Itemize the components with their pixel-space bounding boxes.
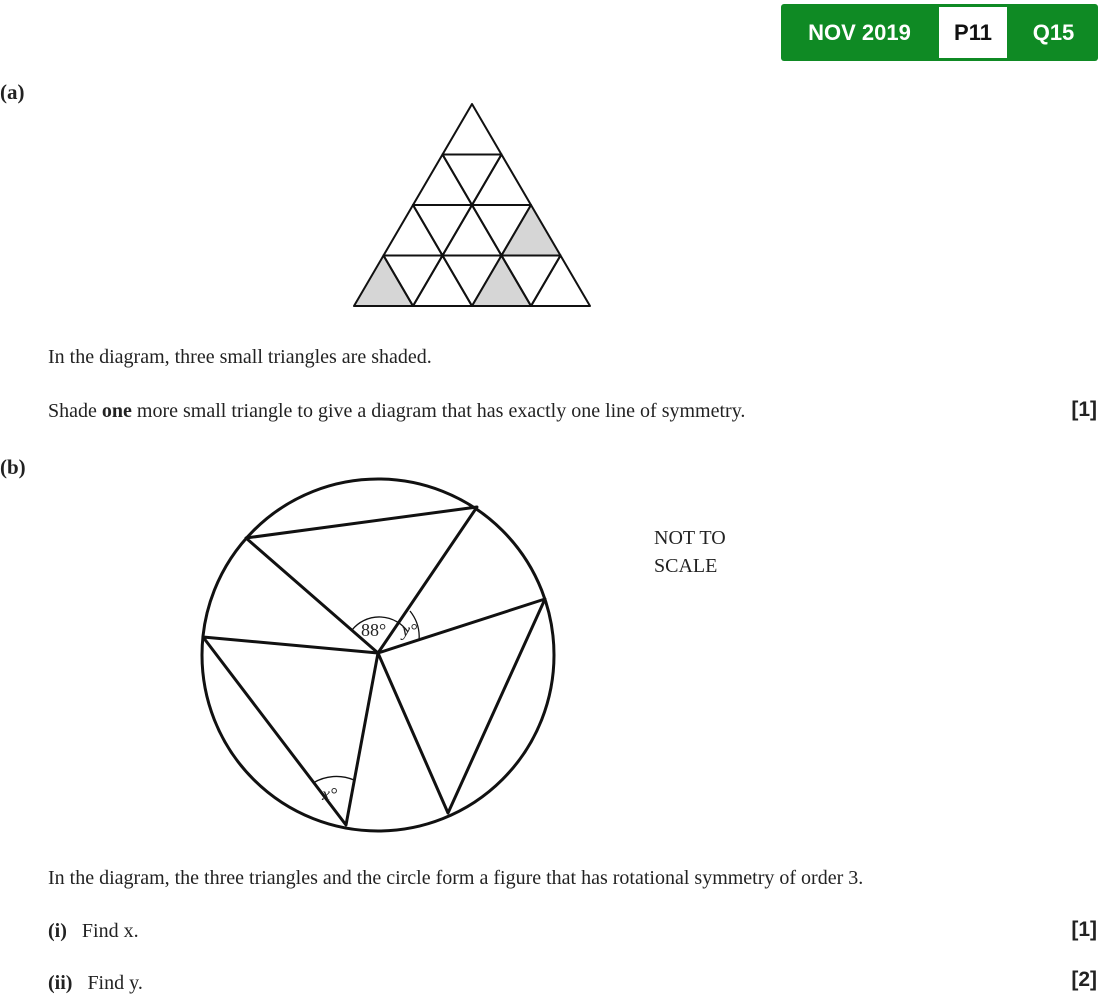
sub-question-ii: [48, 972, 143, 995]
exam-date-label: NOV 2019: [808, 20, 911, 45]
triangle-left: [203, 637, 378, 825]
angle-88-label: 88°: [361, 620, 387, 640]
sub-ii-text: Find y.: [87, 972, 143, 994]
sub-i-label: (i): [48, 920, 67, 942]
instruction-bold: one: [101, 400, 132, 422]
sub-i-text: Find x.: [81, 920, 139, 942]
part-a-statement: In the diagram, three small triangles are shaded.: [48, 346, 432, 368]
part-a-marks: [1]: [1071, 398, 1097, 421]
paper-number-label: P11: [939, 7, 1007, 58]
sub-ii-marks: [2]: [1071, 968, 1097, 991]
angle-y-label: y°: [402, 620, 418, 640]
not-to-scale-line2: SCALE: [654, 555, 718, 577]
not-to-scale-note: [654, 524, 726, 580]
instruction-post: more small triangle to give a diagram that has exactly one line of symmetry.: [131, 400, 746, 422]
not-to-scale-line1: NOT TO: [654, 527, 726, 549]
sub-ii-label: (ii): [48, 972, 73, 994]
question-number-label: Q15: [1032, 20, 1075, 45]
sub-question-i: [48, 920, 139, 943]
instruction-pre: Shade: [48, 400, 102, 422]
angle-x-label: x°: [322, 784, 338, 804]
angle-x-arc: [313, 776, 354, 783]
part-b-statement: In the diagram, the three triangles and the circle form a figure that has rotational symmetry of order 3.: [48, 867, 864, 889]
part-b-label: (b): [0, 455, 26, 479]
part-a-label: (a): [0, 80, 25, 104]
sub-i-marks: [1]: [1071, 918, 1097, 941]
